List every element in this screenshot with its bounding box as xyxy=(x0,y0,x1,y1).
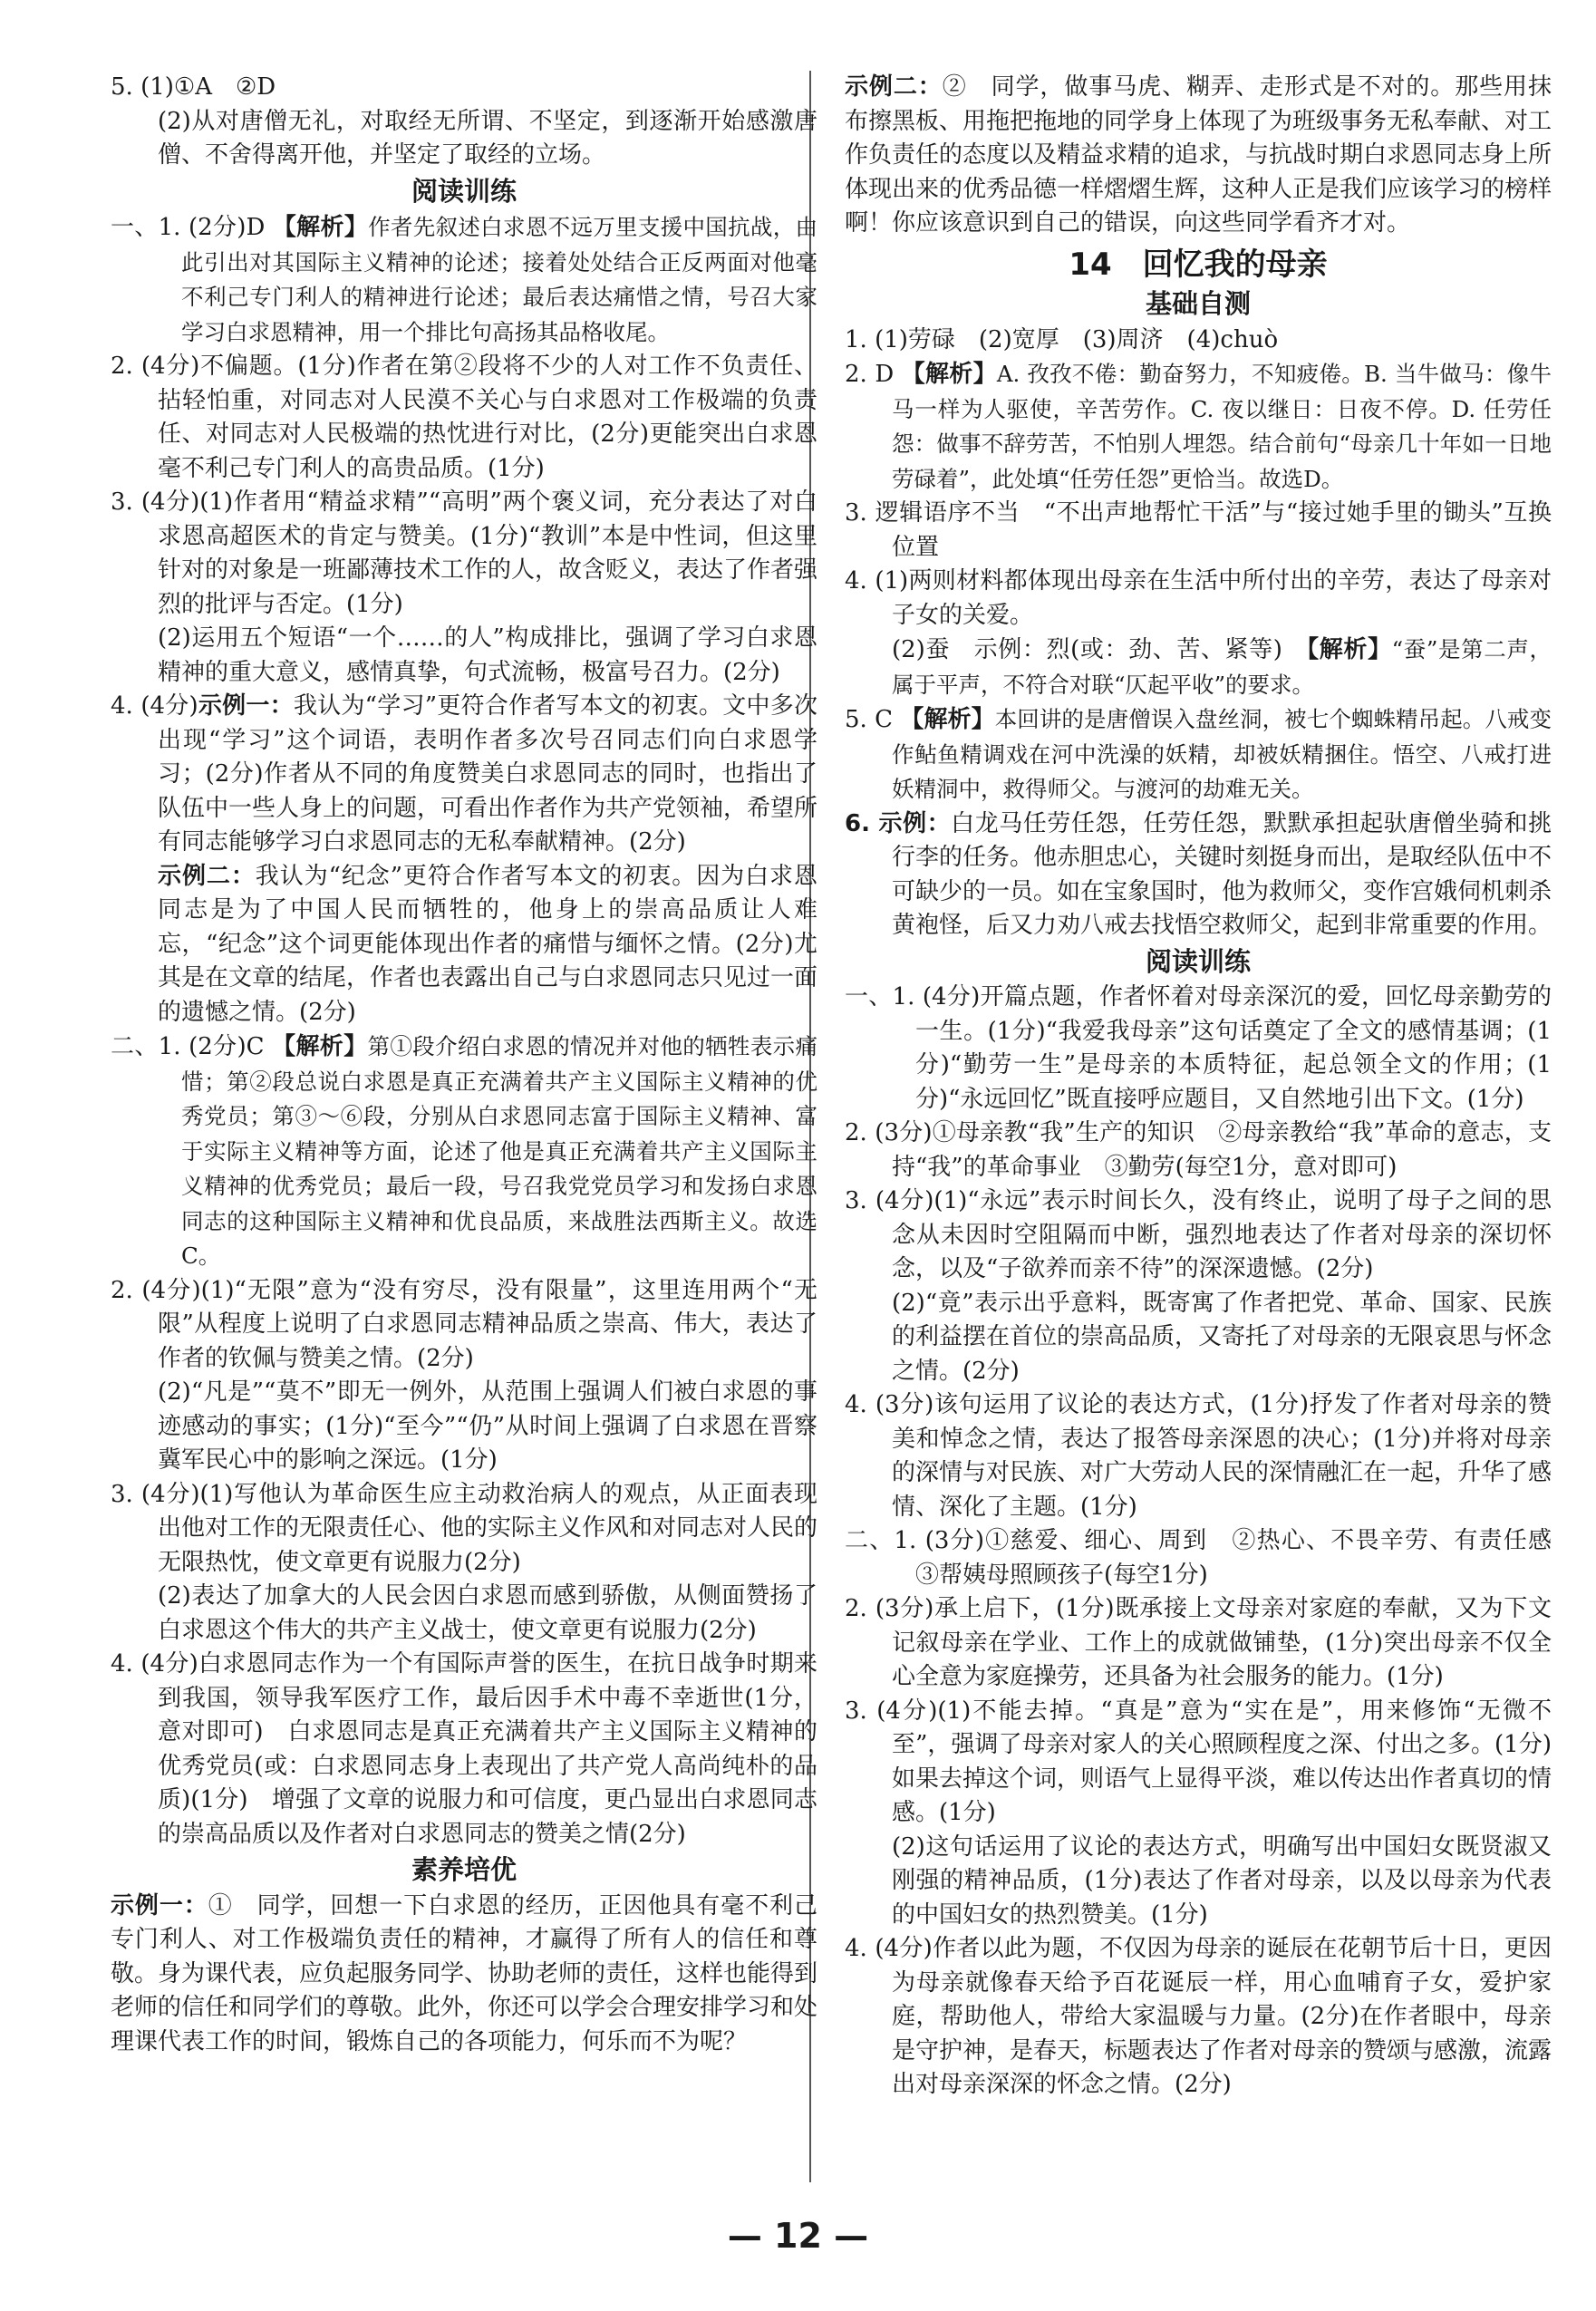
basic-answer-2: 2. D 【解析】A. 孜孜不倦：勤奋努力，不知疲倦。B. 当牛做马：像牛马一样为人驱使，辛苦劳作。C. 夜以继日：日夜不停。D. 任劳任怨：做事不辞劳苦，不怕别人埋怨。结合前句“母亲几十年如一日地劳碌着”，此处填“任劳任怨”更恰当。故选D。 xyxy=(845,361,1552,492)
mother-reading-2-2: 2. (3分)承上启下，(1分)既承接上文母亲对家庭的奉献，又为下文记叙母亲在学业、工作上的成就做铺垫，(1分)突出母亲不仅全心全意为家庭操劳，还具备为社会服务的能力。(1分) xyxy=(845,1595,1552,1690)
mother-reading-2-4: 4. (4分)作者以此为题，不仅因为母亲的诞辰在花朝节后十日，更因为母亲就像春天给予百花诞辰一样，用心血哺育子女，爱护家庭，帮助他人，带给大家温暖与力量。(2分)在作者眼中，母亲是守护神，是春天，标题表达了作者对母亲的赞颂与感激，流露出对母亲深深的怀念之情。(2分) xyxy=(845,1935,1552,2098)
mother-reading-1-3a: 3. (4分)(1)“永远”表示时间长久，没有终止，说明了母子之间的思念从未因时空阻隔而中断，强烈地表达了作者对母亲的深切怀念，以及“子欲养而亲不待”的深深遗憾。(2分) xyxy=(845,1187,1552,1282)
mother-reading-2-1: 二、1. (3分)①慈爱、细心、周到 ②热心、不畏辛劳、有责任感 ③帮姨母照顾孩子(每空1分) xyxy=(845,1527,1576,1589)
basic-answer-4a: 4. (1)两则材料都体现出母亲在生活中所付出的辛劳，表达了母亲对子女的关爱。 xyxy=(845,567,1552,629)
reading-answer-1-4b: 示例二：我认为“纪念”更符合作者写本文的初衷。因为白求恩同志是为了中国人民而牺牲的，他身上的崇高品质让人难忘，“纪念”这个词更能体现出作者的痛惜与缅怀之情。(2分)尤其是在文章的结尾，作者也表露出自己与白求恩同志只见过一面的遗憾之情。(2分) xyxy=(158,862,818,1026)
analysis-tag: 【解析】 xyxy=(1307,636,1392,663)
basic-answer-4b: (2)蚕 示例：烈(或：劲、苦、紧等) 【解析】“蚕”是第二声，属于平声，不符合对联“仄起平收”的要求。 xyxy=(892,636,1552,698)
page-number: — 12 — xyxy=(727,2216,869,2256)
reading-answer-1-3b: (2)运用五个短语“一个……的人”构成排比，强调了学习白求恩精神的重大意义，感情真挚，句式流畅，极富号召力。(2分) xyxy=(158,624,817,686)
mother-reading-1-2: 2. (3分)①母亲教“我”生产的知识 ②母亲教给“我”革命的意志，支持“我”的革命事业 ③勤劳(每空1分，意对即可) xyxy=(845,1119,1552,1181)
reading-answer-2-2b: (2)“凡是”“莫不”即无一例外，从范围上强调人们被白求恩的事迹感动的事实；(1分)“至今”“仍”从时间上强调了白求恩在晋察冀军民心中的影响之深远。(1分) xyxy=(158,1378,817,1474)
section-heading-reading: 阅读训练 xyxy=(411,175,517,207)
section-heading-jichu: 基础自测 xyxy=(1145,288,1251,319)
reading-answer-2-3a: 3. (4分)(1)写他认为革命医生应主动救治病人的观点，从正面表现出他对工作的无限责任心、他的实际主义作风和对同志对人民的无限热忱，使文章更有说服力(2分) xyxy=(111,1480,818,1576)
mother-reading-1-1: 一、1. (4分)开篇点题，作者怀着对母亲深沉的爱，回忆母亲勤劳的一生。(1分)“我爱我母亲”这句话奠定了全文的感情基调；(1分)“勤劳一生”是母亲的本质特征，起总领全文的作用；(1分)“永远回忆”既直接呼应题目，又自然地引出下文。(1分) xyxy=(845,983,1552,1113)
right-column xyxy=(845,71,1576,2103)
basic-answer-3: 3. 逻辑语序不当 “不出声地帮忙干活”与“接过她手里的锄头”互换位置 xyxy=(845,499,1552,561)
analysis-tag: 【解析】 xyxy=(900,706,995,733)
left-column xyxy=(111,71,817,2059)
suyang-example-2: 示例二：② 同学，做事马虎、糊弄、走形式是不对的。那些用抹布擦黑板、用拖把拖地的同学身上体现了为班级事务无私奉献、对工作负责任的态度以及精益求精的追求，与抗战时期白求恩同志身上所体现出来的优秀品德一样熠熠生辉，这种人正是我们应该学习的榜样啊！你应该意识到自己的错误，向这些同学看齐才对。 xyxy=(845,73,1552,237)
reading-answer-1-4a: 4. (4分)示例一：我认为“学习”更符合作者写本文的初衷。文中多次出现“学习”这个词语，表明作者多次号召同志们向白求恩学习；(2分)作者从不同的角度赞美白求恩同志的同时，也指出了队伍中一些人身上的问题，可看出作者作为共产党领袖，希望所有同志能够学习白求恩同志的无私奉献精神。(2分) xyxy=(111,692,818,856)
section-heading-suyang: 素养培优 xyxy=(411,1854,517,1885)
lesson-title: 14 回忆我的母亲 xyxy=(1069,246,1328,283)
analysis-tag: 【解析】 xyxy=(272,1033,368,1060)
analysis-tag: 【解析】 xyxy=(272,214,369,241)
mother-reading-2-3a: 3. (4分)(1)不能去掉。“真是”意为“实在是”，用来修饰“无微不至”，强调了母亲对家人的关心照顾程度之深、付出之多。(1分)如果去掉这个词，则语气上显得平淡，难以传达出作者真切的情感。(1分) xyxy=(845,1697,1552,1826)
reading-answer-1-3a: 3. (4分)(1)作者用“精益求精”“高明”两个褒义词，充分表达了对白求恩高超医术的肯定与赞美。(1分)“教训”本是中性词，但这里针对的对象是一班鄙薄技术工作的人，故含贬义，表达了作者强烈的批评与否定。(1分) xyxy=(111,488,818,618)
reading-answer-2-3b: (2)表达了加拿大的人民会因白求恩而感到骄傲，从侧面赞扬了白求恩这个伟大的共产主义战士，使文章更有说服力(2分) xyxy=(158,1582,817,1644)
basic-answer-5: 5. C 【解析】本回讲的是唐僧误入盘丝洞，被七个蜘蛛精吊起。八戒变作鲇鱼精调戏在河中洗澡的妖精，却被妖精捆住。悟空、八戒打进妖精洞中，救得师父。与渡河的劫难无关。 xyxy=(845,706,1552,802)
analysis-tag: 【解析】 xyxy=(901,361,997,388)
answer-5-2: (2)从对唐僧无礼，对取经无所谓、不坚定，到逐渐开始感激唐僧、不舍得离开他，并坚定了取经的立场。 xyxy=(158,107,817,169)
mother-reading-2-3b: (2)这句话运用了议论的表达方式，明确写出中国妇女既贤淑又刚强的精神品质，(1分)表达了作者对母亲，以及以母亲为代表的中国妇女的热烈赞美。(1分) xyxy=(892,1832,1552,1929)
reading-answer-2-4: 4. (4分)白求恩同志作为一个有国际声誉的医生，在抗日战争时期来到我国，领导我军医疗工作，最后因手术中毒不幸逝世(1分，意对即可) 白求恩同志是真正充满着共产主义国际主义精神的优秀党员(或：白求恩同志身上表现出了共产党人高尚纯朴的品质)(1分) 增强了文章的说服力和可信度，更凸显出白求恩同志的崇高品质以及作者对白求恩同志的赞美之情(2分) xyxy=(111,1650,817,1848)
mother-reading-1-4: 4. (3分)该句运用了议论的表达方式，(1分)抒发了作者对母亲的赞美和悼念之情，表达了报答母亲深恩的决心；(1分)并将对母亲的深情与对民族、对广大劳动人民的深情融汇在一起，升华了感情、深化了主题。(1分) xyxy=(845,1391,1552,1521)
answer-5-1: 5. (1)①A ②D xyxy=(111,73,276,101)
suyang-example-1: 示例一：① 同学，回想一下白求恩的经历，正因他具有毫不利己专门利人、对工作极端负责任的精神，才赢得了所有人的信任和尊敬。身为课代表，应负起服务同学、协助老师的责任，这样也能得到老师的信任和同学们的尊敬。此外，你还可以学会合理安排学习和处理课代表工作的时间，锻炼自己的各项能力，何乐而不为呢？ xyxy=(111,1891,818,2055)
basic-answer-1: 1. (1)劳碌 (2)宽厚 (3)周济 (4)chuò xyxy=(845,325,1279,353)
basic-answer-6: 6. 示例：白龙马任劳任怨，任劳任怨，默默承担起驮唐僧坐骑和挑行李的任务。他赤胆忠心，关键时刻挺身而出，是取经队伍中不可缺少的一员。如在宝象国时，他为救师父，变作宫娥伺机刺杀黄袍怪，后又力劝八戒去找悟空救师父，起到非常重要的作用。 xyxy=(845,809,1552,939)
reading-answer-2-2a: 2. (4分)(1)“无限”意为“没有穷尽，没有限量”，这里连用两个“无限”从程度上说明了白求恩同志精神品质之崇高、伟大，表达了作者的钦佩与赞美之情。(2分) xyxy=(111,1276,817,1372)
reading-answer-2-1: 二、1. (2分)C 【解析】第①段介绍白求恩的情况并对他的牺牲表示痛惜；第②段总说白求恩是真正充满着共产主义国际主义精神的优秀党员；第③～⑥段，分别从白求恩同志富于国际主义精神、富于实际主义精神等方面，论述了他是真正充满着共产主义国际主义精神的优秀党员；最后一段，号召我党党员学习和发扬白求恩同志的这种国际主义精神和优良品质，来战胜法西斯主义。故选C。 xyxy=(111,1033,817,1269)
reading-answer-1-2: 2. (4分)不偏题。(1分)作者在第②段将不少的人对工作不负责任、拈轻怕重，对同志对人民漠不关心与白求恩对工作极端的负责任、对同志对人民极端的热忱进行对比，(2分)更能突出白求恩毫不利己专门利人的高贵品质。(1分) xyxy=(111,353,817,482)
section-heading-reading-2: 阅读训练 xyxy=(1145,945,1251,977)
reading-answer-1-1: 一、1. (2分)D 【解析】作者先叙述白求恩不远万里支援中国抗战，由此引出对其国际主义精神的论述；接着处处结合正反两面对他毫不利己专门利人的精神进行论述；最后表达痛惜之情，号召大家学习白求恩精神，用一个排比句高扬其品格收尾。 xyxy=(111,214,817,345)
mother-reading-1-3b: (2)“竟”表示出乎意料，既寄寓了作者把党、革命、国家、民族的利益摆在首位的崇高品质，又寄托了对母亲的无限哀思与怀念之情。(2分) xyxy=(892,1289,1552,1385)
